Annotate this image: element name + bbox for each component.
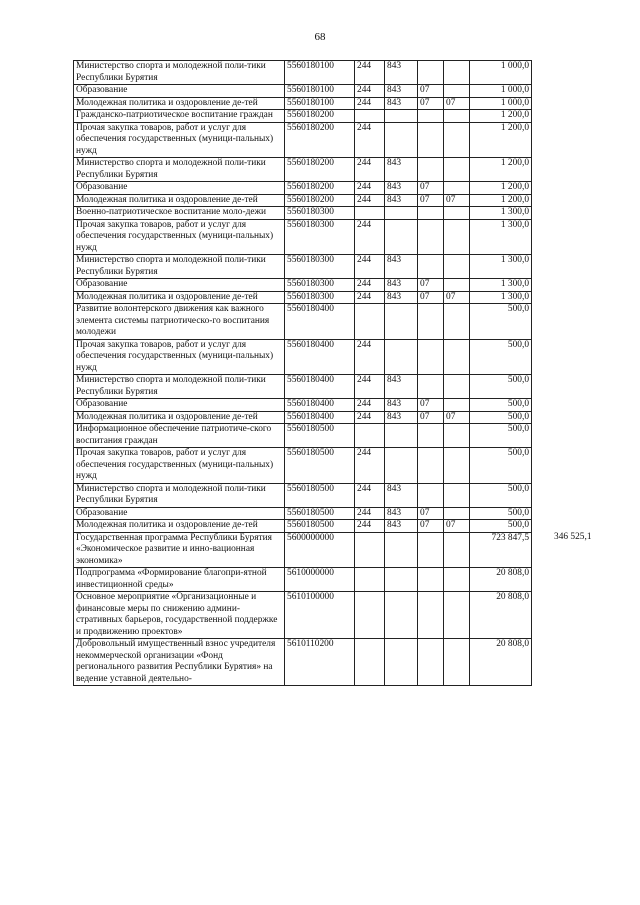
table-row (74, 375, 594, 399)
expense-type-cell (355, 532, 385, 568)
table-row (74, 339, 594, 375)
table-row (74, 532, 594, 568)
ministry-code-cell (385, 219, 418, 255)
subsection-cell (444, 568, 470, 592)
subsection-cell (444, 507, 470, 520)
ministry-code-cell: 843 (385, 411, 418, 424)
target-code-cell: 5560180500 (285, 483, 355, 507)
row-name-cell: Добровольный имущественный взнос учредителя некоммерческой организации «Фонд регионального развития Республики Бурятия» на ведение уставной деятельно- (74, 639, 285, 686)
amount-secondary-cell: 346 525,1 (532, 532, 594, 568)
section-cell (418, 255, 444, 279)
section-cell: 07 (418, 520, 444, 533)
row-name-cell: Военно-патриотическое воспитание моло-дежи (74, 207, 285, 220)
row-name-cell: Молодежная политика и оздоровление де-тей (74, 291, 285, 304)
amount-secondary-cell (532, 411, 594, 424)
amount-secondary-cell (532, 194, 594, 207)
table-row (74, 483, 594, 507)
expense-type-cell: 244 (355, 279, 385, 292)
row-name-cell: Развитие волонтерского движения как важного элемента системы патриотическо-го воспитания молодежи (74, 304, 285, 340)
expense-type-cell: 244 (355, 85, 385, 98)
amount-cell: 1 300,0 (470, 207, 532, 220)
section-cell (418, 639, 444, 686)
subsection-cell (444, 592, 470, 639)
amount-secondary-cell (532, 507, 594, 520)
section-cell: 07 (418, 399, 444, 412)
ministry-code-cell: 843 (385, 194, 418, 207)
row-name-cell: Министерство спорта и молодежной поли-тики Республики Бурятия (74, 375, 285, 399)
target-code-cell: 5560180400 (285, 339, 355, 375)
row-name-cell: Министерство спорта и молодежной поли-тики Республики Бурятия (74, 483, 285, 507)
ministry-code-cell: 843 (385, 520, 418, 533)
target-code-cell: 5560180100 (285, 85, 355, 98)
subsection-cell (444, 304, 470, 340)
expense-type-cell (355, 207, 385, 220)
table-body (74, 61, 594, 686)
subsection-cell (444, 207, 470, 220)
target-code-cell: 5560180500 (285, 448, 355, 484)
expense-type-cell (355, 424, 385, 448)
subsection-cell: 07 (444, 291, 470, 304)
amount-cell: 1 000,0 (470, 97, 532, 110)
ministry-code-cell: 843 (385, 483, 418, 507)
amount-secondary-cell (532, 304, 594, 340)
subsection-cell (444, 399, 470, 412)
row-name-cell: Министерство спорта и молодежной поли-тики Республики Бурятия (74, 255, 285, 279)
section-cell (418, 424, 444, 448)
amount-cell: 500,0 (470, 375, 532, 399)
row-name-cell: Молодежная политика и оздоровление де-тей (74, 520, 285, 533)
amount-secondary-cell (532, 399, 594, 412)
table-row (74, 194, 594, 207)
expense-type-cell: 244 (355, 375, 385, 399)
section-cell (418, 61, 444, 85)
expense-type-cell: 244 (355, 194, 385, 207)
amount-secondary-cell (532, 291, 594, 304)
expense-type-cell: 244 (355, 507, 385, 520)
amount-secondary-cell (532, 255, 594, 279)
expense-type-cell (355, 304, 385, 340)
subsection-cell (444, 375, 470, 399)
table-row (74, 592, 594, 639)
ministry-code-cell (385, 639, 418, 686)
section-cell: 07 (418, 194, 444, 207)
amount-cell: 1 000,0 (470, 85, 532, 98)
ministry-code-cell: 843 (385, 61, 418, 85)
row-name-cell: Прочая закупка товаров, работ и услуг для обеспечения государственных (муници-пальных) нужд (74, 448, 285, 484)
ministry-code-cell: 843 (385, 507, 418, 520)
table-row (74, 411, 594, 424)
subsection-cell (444, 219, 470, 255)
table-row (74, 520, 594, 533)
table-row (74, 568, 594, 592)
subsection-cell (444, 110, 470, 123)
section-cell (418, 304, 444, 340)
row-name-cell: Молодежная политика и оздоровление де-тей (74, 411, 285, 424)
section-cell (418, 375, 444, 399)
ministry-code-cell (385, 424, 418, 448)
subsection-cell (444, 424, 470, 448)
amount-secondary-cell (532, 520, 594, 533)
section-cell: 07 (418, 182, 444, 195)
table-row (74, 507, 594, 520)
section-cell (418, 483, 444, 507)
expense-type-cell: 244 (355, 399, 385, 412)
table-row (74, 85, 594, 98)
table-row (74, 448, 594, 484)
row-name-cell: Прочая закупка товаров, работ и услуг для обеспечения государственных (муници-пальных) нужд (74, 122, 285, 158)
amount-secondary-cell (532, 568, 594, 592)
target-code-cell: 5560180100 (285, 97, 355, 110)
amount-cell: 500,0 (470, 339, 532, 375)
amount-cell: 500,0 (470, 483, 532, 507)
amount-cell: 500,0 (470, 424, 532, 448)
table-row (74, 291, 594, 304)
amount-secondary-cell (532, 448, 594, 484)
section-cell (418, 339, 444, 375)
amount-secondary-cell (532, 207, 594, 220)
ministry-code-cell (385, 339, 418, 375)
subsection-cell: 07 (444, 520, 470, 533)
expense-type-cell: 244 (355, 448, 385, 484)
row-name-cell: Молодежная политика и оздоровление де-тей (74, 97, 285, 110)
row-name-cell: Подпрограмма «Формирование благопри-ятной инвестиционной среды» (74, 568, 285, 592)
target-code-cell: 5560180300 (285, 255, 355, 279)
subsection-cell (444, 61, 470, 85)
subsection-cell (444, 339, 470, 375)
section-cell (418, 219, 444, 255)
section-cell: 07 (418, 279, 444, 292)
section-cell (418, 448, 444, 484)
table-row (74, 219, 594, 255)
amount-cell: 500,0 (470, 399, 532, 412)
target-code-cell: 5560180200 (285, 182, 355, 195)
target-code-cell: 5560180500 (285, 507, 355, 520)
ministry-code-cell (385, 448, 418, 484)
section-cell (418, 568, 444, 592)
subsection-cell (444, 122, 470, 158)
ministry-code-cell: 843 (385, 291, 418, 304)
target-code-cell: 5560180200 (285, 122, 355, 158)
row-name-cell: Прочая закупка товаров, работ и услуг для обеспечения государственных (муници-пальных) нужд (74, 339, 285, 375)
table-row (74, 255, 594, 279)
amount-cell: 1 200,0 (470, 158, 532, 182)
amount-cell: 20 808,0 (470, 592, 532, 639)
table-row (74, 61, 594, 85)
target-code-cell: 5610100000 (285, 592, 355, 639)
amount-secondary-cell (532, 122, 594, 158)
ministry-code-cell (385, 304, 418, 340)
expense-type-cell (355, 639, 385, 686)
target-code-cell: 5560180100 (285, 61, 355, 85)
target-code-cell: 5560180400 (285, 375, 355, 399)
row-name-cell: Прочая закупка товаров, работ и услуг для обеспечения государственных (муници-пальных) нужд (74, 219, 285, 255)
section-cell (418, 110, 444, 123)
amount-secondary-cell (532, 97, 594, 110)
amount-cell: 1 300,0 (470, 219, 532, 255)
amount-secondary-cell (532, 110, 594, 123)
ministry-code-cell: 843 (385, 399, 418, 412)
amount-cell: 20 808,0 (470, 568, 532, 592)
amount-secondary-cell (532, 375, 594, 399)
ministry-code-cell: 843 (385, 279, 418, 292)
ministry-code-cell (385, 207, 418, 220)
target-code-cell: 5560180500 (285, 424, 355, 448)
ministry-code-cell: 843 (385, 97, 418, 110)
amount-secondary-cell (532, 61, 594, 85)
table-row (74, 399, 594, 412)
row-name-cell: Информационное обеспечение патриотиче-ского воспитания граждан (74, 424, 285, 448)
budget-table (73, 60, 594, 686)
ministry-code-cell (385, 592, 418, 639)
section-cell: 07 (418, 291, 444, 304)
target-code-cell: 5560180500 (285, 520, 355, 533)
section-cell (418, 592, 444, 639)
ministry-code-cell: 843 (385, 182, 418, 195)
expense-type-cell: 244 (355, 219, 385, 255)
subsection-cell (444, 448, 470, 484)
subsection-cell (444, 158, 470, 182)
amount-secondary-cell (532, 639, 594, 686)
target-code-cell: 5560180400 (285, 411, 355, 424)
amount-secondary-cell (532, 279, 594, 292)
subsection-cell (444, 279, 470, 292)
subsection-cell: 07 (444, 194, 470, 207)
row-name-cell: Образование (74, 182, 285, 195)
amount-secondary-cell (532, 182, 594, 195)
section-cell (418, 532, 444, 568)
amount-secondary-cell (532, 592, 594, 639)
row-name-cell: Образование (74, 507, 285, 520)
section-cell: 07 (418, 507, 444, 520)
amount-secondary-cell (532, 339, 594, 375)
expense-type-cell: 244 (355, 255, 385, 279)
ministry-code-cell (385, 122, 418, 158)
amount-cell: 1 200,0 (470, 122, 532, 158)
row-name-cell: Образование (74, 85, 285, 98)
amount-secondary-cell (532, 219, 594, 255)
amount-cell: 500,0 (470, 507, 532, 520)
expense-type-cell: 244 (355, 339, 385, 375)
page-number: 68 (314, 31, 326, 43)
target-code-cell: 5560180400 (285, 304, 355, 340)
subsection-cell: 07 (444, 97, 470, 110)
target-code-cell: 5560180300 (285, 219, 355, 255)
expense-type-cell: 244 (355, 411, 385, 424)
target-code-cell: 5560180300 (285, 291, 355, 304)
amount-secondary-cell (532, 85, 594, 98)
table-row (74, 110, 594, 123)
target-code-cell: 5600000000 (285, 532, 355, 568)
target-code-cell: 5560180300 (285, 207, 355, 220)
target-code-cell: 5560180400 (285, 399, 355, 412)
ministry-code-cell: 843 (385, 255, 418, 279)
subsection-cell (444, 483, 470, 507)
subsection-cell (444, 182, 470, 195)
amount-cell: 500,0 (470, 520, 532, 533)
table-row (74, 639, 594, 686)
amount-cell: 1 200,0 (470, 110, 532, 123)
amount-cell: 500,0 (470, 304, 532, 340)
amount-cell: 500,0 (470, 411, 532, 424)
expense-type-cell (355, 568, 385, 592)
expense-type-cell: 244 (355, 291, 385, 304)
target-code-cell: 5560180200 (285, 194, 355, 207)
row-name-cell: Молодежная политика и оздоровление де-тей (74, 194, 285, 207)
expense-type-cell: 244 (355, 158, 385, 182)
expense-type-cell: 244 (355, 483, 385, 507)
amount-cell: 1 300,0 (470, 279, 532, 292)
section-cell (418, 122, 444, 158)
expense-type-cell: 244 (355, 182, 385, 195)
subsection-cell (444, 85, 470, 98)
amount-cell: 1 300,0 (470, 255, 532, 279)
table-row (74, 207, 594, 220)
table-row (74, 279, 594, 292)
amount-cell: 20 808,0 (470, 639, 532, 686)
section-cell: 07 (418, 85, 444, 98)
target-code-cell: 5560180200 (285, 110, 355, 123)
section-cell: 07 (418, 411, 444, 424)
expense-type-cell: 244 (355, 520, 385, 533)
table-row (74, 158, 594, 182)
section-cell (418, 158, 444, 182)
expense-type-cell (355, 592, 385, 639)
expense-type-cell: 244 (355, 122, 385, 158)
expense-type-cell: 244 (355, 97, 385, 110)
amount-cell: 1 200,0 (470, 182, 532, 195)
target-code-cell: 5610110200 (285, 639, 355, 686)
amount-cell: 500,0 (470, 448, 532, 484)
subsection-cell (444, 639, 470, 686)
section-cell (418, 207, 444, 220)
target-code-cell: 5560180200 (285, 158, 355, 182)
ministry-code-cell (385, 568, 418, 592)
amount-secondary-cell (532, 424, 594, 448)
amount-secondary-cell (532, 158, 594, 182)
row-name-cell: Основное мероприятие «Организационные и финансовые меры по снижению админи-стративных барьеров, государственной поддержке и продвижению проектов» (74, 592, 285, 639)
table-row (74, 122, 594, 158)
ministry-code-cell: 843 (385, 85, 418, 98)
row-name-cell: Гражданско-патриотическое воспитание граждан (74, 110, 285, 123)
table-row (74, 182, 594, 195)
row-name-cell: Образование (74, 399, 285, 412)
row-name-cell: Государственная программа Республики Бурятия «Экономическое развитие и инно-вационная экономика» (74, 532, 285, 568)
table-row (74, 304, 594, 340)
row-name-cell: Министерство спорта и молодежной поли-тики Республики Бурятия (74, 61, 285, 85)
section-cell: 07 (418, 97, 444, 110)
ministry-code-cell (385, 532, 418, 568)
subsection-cell: 07 (444, 411, 470, 424)
expense-type-cell: 244 (355, 61, 385, 85)
ministry-code-cell: 843 (385, 158, 418, 182)
ministry-code-cell (385, 110, 418, 123)
expense-type-cell (355, 110, 385, 123)
amount-cell: 723 847,5 (470, 532, 532, 568)
amount-cell: 1 300,0 (470, 291, 532, 304)
subsection-cell (444, 255, 470, 279)
row-name-cell: Образование (74, 279, 285, 292)
table-row (74, 97, 594, 110)
amount-cell: 1 000,0 (470, 61, 532, 85)
ministry-code-cell: 843 (385, 375, 418, 399)
amount-secondary-cell (532, 483, 594, 507)
row-name-cell: Министерство спорта и молодежной поли-тики Республики Бурятия (74, 158, 285, 182)
table-row (74, 424, 594, 448)
target-code-cell: 5560180300 (285, 279, 355, 292)
amount-cell: 1 200,0 (470, 194, 532, 207)
target-code-cell: 5610000000 (285, 568, 355, 592)
subsection-cell (444, 532, 470, 568)
